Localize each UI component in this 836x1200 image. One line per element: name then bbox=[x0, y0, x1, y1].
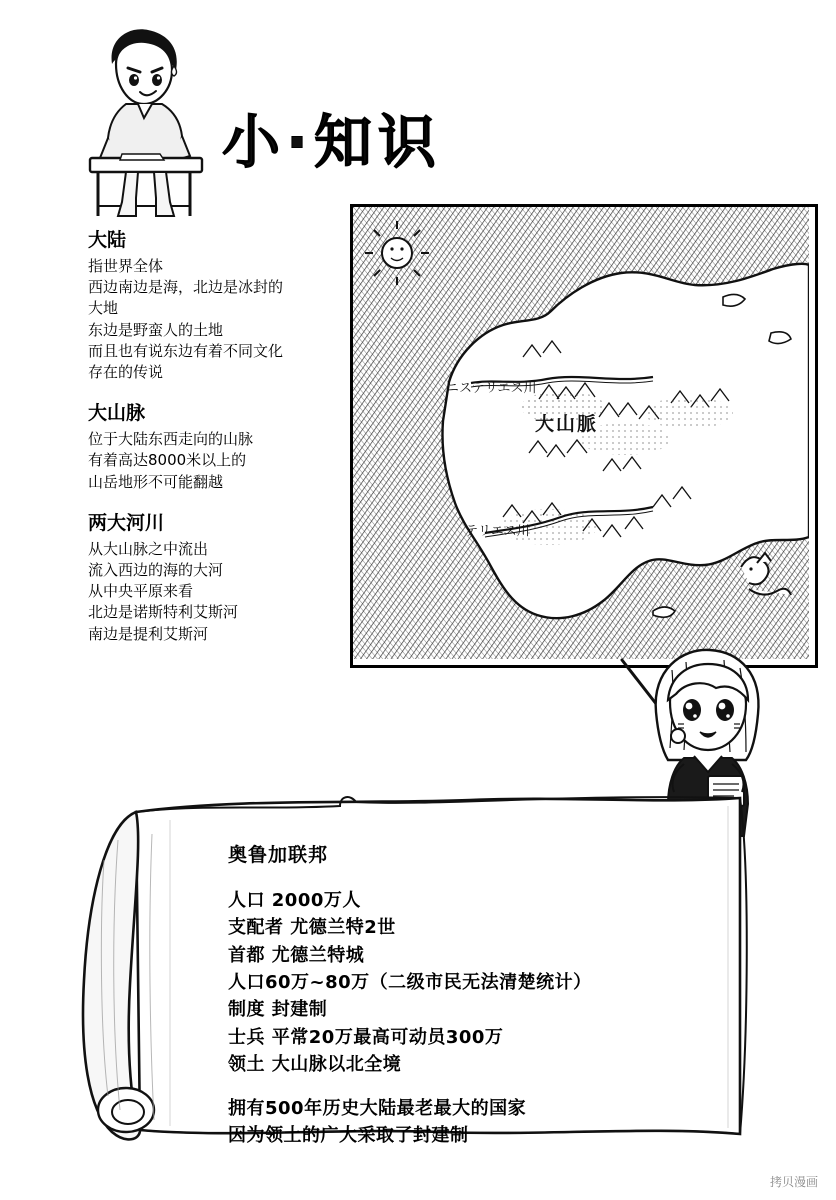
note-line: 西边南边是海，北边是冰封的 bbox=[88, 277, 284, 296]
notes-column bbox=[88, 228, 334, 663]
note-line: 东边是野蛮人的土地 bbox=[88, 320, 224, 339]
scroll-line-capital: 首都 尤德兰特城 bbox=[228, 944, 365, 966]
boy-svg bbox=[78, 20, 208, 220]
scroll-footer-line: 因为领土的广大采取了封建制 bbox=[228, 1124, 469, 1146]
scroll-line-ruler: 支配者 尤德兰特2世 bbox=[228, 917, 396, 939]
scroll-line-soldiers: 士兵 平常20万最高可动员300万 bbox=[228, 1026, 504, 1048]
note-line: 指世界全体 bbox=[88, 256, 164, 275]
note-line: 有着高达8000米以上的 bbox=[88, 451, 247, 470]
scroll-footer-line: 拥有500年历史大陆最老最大的国家 bbox=[228, 1097, 527, 1119]
note-line: 存在的传说 bbox=[88, 363, 164, 382]
note-line: 北边是诺斯特利艾斯河 bbox=[88, 603, 239, 622]
note-line: 山岳地形不可能翻越 bbox=[88, 472, 224, 491]
note-block-continent bbox=[88, 228, 334, 383]
note-block-mountain-range bbox=[88, 401, 334, 493]
scroll-line-population: 人口 2000万人 bbox=[228, 890, 361, 911]
scroll-line-capital-population: 人口60万~80万（二级市民无法清楚统计） bbox=[228, 972, 592, 994]
scroll-line-territory: 领土 大山脉以北全境 bbox=[228, 1054, 402, 1076]
scroll-line-system: 制度 封建制 bbox=[228, 999, 328, 1021]
scroll-title: 奥鲁加联邦 bbox=[228, 844, 329, 866]
watermark: 拷贝漫画 bbox=[769, 1175, 818, 1189]
boy-character-illustration bbox=[78, 20, 208, 220]
note-line: 从中央平原来看 bbox=[88, 582, 194, 601]
map-label-mountain-range: 大山脈 bbox=[535, 413, 599, 435]
note-line: 位于大陆东西走向的山脉 bbox=[88, 430, 254, 449]
note-line: 从大山脉之中流出 bbox=[88, 539, 209, 558]
map-label-river-south: テリエス川 bbox=[465, 524, 530, 539]
note-block-rivers bbox=[88, 511, 334, 645]
page-title: 小·知识 bbox=[222, 108, 443, 176]
scroll-content bbox=[228, 840, 748, 1149]
map-label-river-north: ニステリエス川 bbox=[446, 381, 537, 396]
note-line: 流入西边的海的大河 bbox=[88, 560, 224, 579]
world-map-panel bbox=[350, 204, 818, 668]
note-line: 南边是提利艾斯河 bbox=[88, 624, 209, 643]
note-heading: 大山脉 bbox=[88, 402, 146, 425]
note-line: 大地 bbox=[88, 299, 119, 318]
scroll-spacer bbox=[228, 1079, 748, 1095]
note-heading: 大陆 bbox=[88, 229, 127, 251]
note-heading: 两大河川 bbox=[88, 511, 165, 534]
note-line: 而且也有说东边有着不同文化 bbox=[88, 341, 284, 360]
